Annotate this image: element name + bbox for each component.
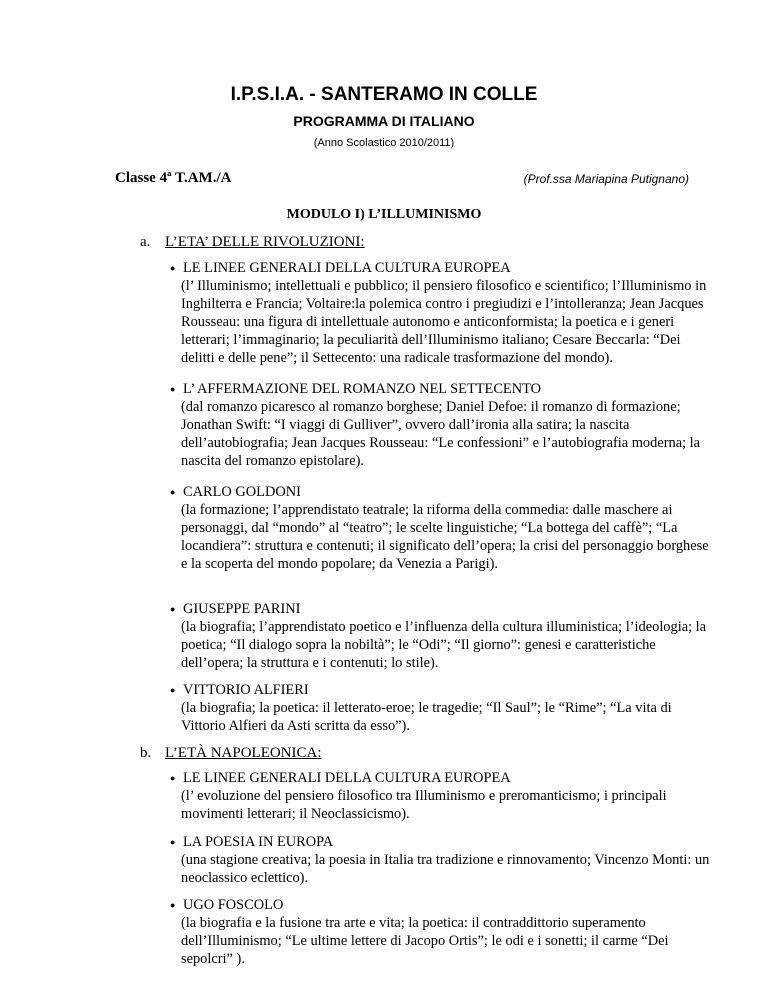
section-heading-a <box>140 234 365 251</box>
bullet-icon: ● <box>170 263 176 273</box>
item-description: (l’ Illuminismo; intellettuali e pubblico; il pensiero filosofico e scientifico; l’Illuminismo in Inghilterra e Francia; Voltaire:la polemica contro i pregiudizi e l’intolleranza; Jean Jacques Rousseau: una figura di intellettuale autonomo e anticonformista; la poetica e i generi letterari; l’immaginario; la peculiarità dell’Illuminismo italiano; Cesare Beccarla: “Dei delitti e delle pene”; il Settecento: una radicale trasformazione del mondo). <box>181 278 707 366</box>
item-description: (la formazione; l’apprendistato teatrale; la riforma della commedia: dalle maschere ai personaggi, dal “mondo” al “teatro”; le scelte linguistiche; “La bottega del caffè”; “La locandiera”: struttura e contenuti; il significato dell’opera; la crisi del personaggio borghese e la scoperta del mondo popolare; da Venezia a Parigi). <box>181 502 709 572</box>
bullet-icon: ● <box>170 900 176 910</box>
bullet-icon: ● <box>170 384 176 394</box>
list-item <box>170 896 710 968</box>
teacher-name: (Prof.ssa Mariapina Putignano) <box>523 172 689 186</box>
bullet-icon: ● <box>170 604 176 614</box>
school-year: (Anno Scolastico 2010/2011) <box>313 137 455 149</box>
bullet-icon: ● <box>170 837 176 847</box>
bullet-icon: ● <box>170 487 176 497</box>
list-item <box>170 681 710 735</box>
item-heading: LA POESIA IN EUROPA <box>183 834 334 850</box>
section-heading-b <box>140 745 322 762</box>
item-heading: UGO FOSCOLO <box>183 897 284 913</box>
item-heading: LE LINEE GENERALI DELLA CULTURA EUROPEA <box>183 260 511 276</box>
list-item <box>170 483 710 573</box>
item-heading: L’ AFFERMAZIONE DEL ROMANZO NEL SETTECENTO <box>183 381 542 397</box>
section-title: L’ETA’ DELLE RIVOLUZIONI: <box>165 234 365 250</box>
item-heading: CARLO GOLDONI <box>183 484 301 500</box>
item-description: (l’ evoluzione del pensiero filosofico tra Illuminismo e preromanticismo; i principali movimenti letterari; il Neoclassicismo). <box>181 788 667 822</box>
program-title: PROGRAMMA DI ITALIANO <box>293 113 475 129</box>
item-description: (la biografia e la fusione tra arte e vita; la poetica: il contraddittorio superamento dell’Illuminismo; “Le ultime lettere di Jacopo Ortis”; le odi e i sonetti; il carme “Dei sepolcri” ). <box>181 915 669 967</box>
list-item <box>170 380 710 470</box>
item-description: (una stagione creativa; la poesia in Italia tra tradizione e rinnovamento; Vincenzo Monti: un neoclassico eclettico). <box>181 852 710 886</box>
bullet-icon: ● <box>170 773 176 783</box>
section-letter: b. <box>140 745 152 761</box>
item-heading: GIUSEPPE PARINI <box>183 601 301 617</box>
list-item <box>170 769 710 823</box>
item-description: (la biografia; la poetica: il letterato-eroe; le tragedie; “Il Saul”; le “Rime”; “La vita di Vittorio Alfieri da Asti scritta da esso”). <box>181 700 672 734</box>
item-description: (dal romanzo picaresco al romanzo borghese; Daniel Defoe: il romanzo di formazione; Jonathan Swift: “I viaggi di Gulliver”, ovvero dall’ironia alla satira; la nascita dell’autobiografia; Jean Jacques Rousseau: “Le confessioni” e l’autobiografia moderna; la nascita del romanzo epistolare). <box>181 399 701 469</box>
item-heading: LE LINEE GENERALI DELLA CULTURA EUROPEA <box>183 770 511 786</box>
list-item <box>170 600 710 672</box>
section-letter: a. <box>140 234 151 250</box>
item-description: (la biografia; l’apprendistato poetico e l’influenza della cultura illuministica; l’ideologia; la poetica; “Il dialogo sopra la nobiltà”; le “Odi”; “Il giorno”: genesi e caratteristiche dell’opera; la struttura e i contenuti; lo stile). <box>181 619 707 671</box>
item-heading: VITTORIO ALFIERI <box>183 682 309 698</box>
list-item <box>170 833 710 887</box>
bullet-icon: ● <box>170 685 176 695</box>
module-title: MODULO I) L’ILLUMINISMO <box>286 207 482 222</box>
class-label: Classe 4ª T.AM./A <box>115 170 232 186</box>
section-title: L’ETÀ NAPOLEONICA: <box>165 745 322 761</box>
school-title: I.P.S.I.A. - SANTERAMO IN COLLE <box>230 84 538 105</box>
list-item <box>170 259 710 367</box>
